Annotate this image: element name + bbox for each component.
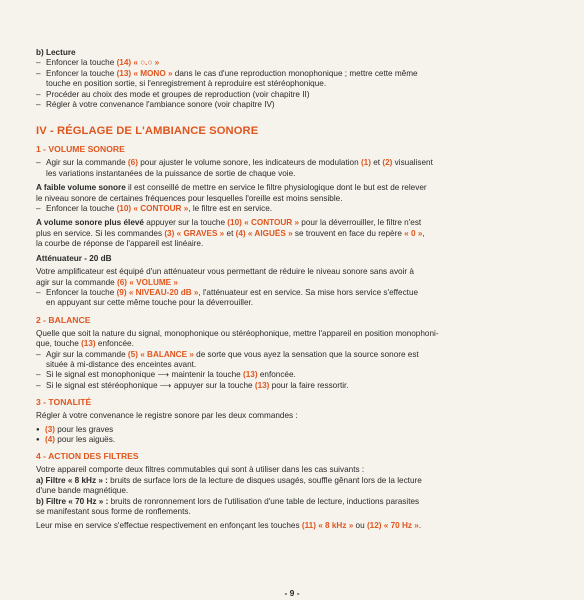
- balance-stereo: – Si le signal est stéréophonique ⟶ appuyer sur la touche (13) pour la faire ressortir.: [36, 381, 558, 391]
- filter-8khz: a) Filtre « 8 kHz » : bruits de surface lors de la lecture de disques usagés, souffle gênant lors de la lecture d'une bande magnétique.: [36, 475, 422, 496]
- manual-page: [36, 48, 558, 532]
- lecture-item-1: – Enfoncer la touche (14) « ○.○ »: [36, 58, 558, 68]
- balance-mono: – Si le signal est monophonique ⟶ maintenir la touche (13) enfoncée.: [36, 370, 558, 380]
- attenuator-action: – Enfoncer la touche (9) « NIVEAU-20 dB », l'atténuateur est en service. Sa mise hors service s'effectue en appuyant sur cette même touche pour la déverrouiller.: [36, 288, 558, 309]
- lecture-item-3: – Procéder au choix des mode et groupes de reproduction (voir chapitre II): [36, 90, 558, 100]
- section-volume-title: 1 - VOLUME SONORE: [36, 144, 125, 155]
- page-number: - 9 -: [284, 588, 300, 598]
- arrow-right-icon: ⟶: [157, 370, 170, 380]
- volume-para-3: A volume sonore plus élevé appuyer sur la touche (10) « CONTOUR » pour la déverrouiller, le filtre n'est plus en service. Si les commandes (3) « GRAVES » et (4) « AIGUËS » se trouvent en face du repère « 0 », la courbe de réponse de l'appareil est linéaire.: [36, 218, 425, 249]
- lecture-item-2: – Enfoncer la touche (13) « MONO » dans le cas d'une reproduction monophonique ; mettre cette même touche en position sortie, si l'enregistrement à reproduire est stéréophonique.: [36, 69, 558, 90]
- section-tone-title: 3 - TONALITÉ: [36, 397, 92, 408]
- volume-para-1: – Agir sur la commande (6) pour ajuster le volume sonore, les indicateurs de modulation (1) et (2) visualisent les variations instantanées de la puissance de sortie de chaque voie.: [36, 158, 558, 179]
- chapter-title: IV - RÉGLAGE DE L'AMBIANCE SONORE: [36, 125, 259, 138]
- filters-intro: Votre appareil comporte deux filtres commutables qui sont à utiliser dans les cas suivants :: [36, 465, 365, 475]
- section-balance-title: 2 - BALANCE: [36, 314, 91, 325]
- lecture-item-4: – Régler à votre convenance l'ambiance sonore (voir chapitre IV): [36, 100, 558, 110]
- tone-para: Régler à votre convenance le registre sonore par les deux commandes :: [36, 411, 298, 421]
- filter-70hz: b) Filtre « 70 Hz » : bruits de ronronnement lors de l'utilisation d'une table de lecture, inductions parasites se manifestant sous forme de ronflements.: [36, 496, 420, 516]
- balance-para: Quelle que soit la nature du signal, monophonique ou stéréophonique, mettre l'appareil en position monophoni- que, touche (13) enfoncée.: [36, 328, 439, 349]
- lecture-heading: b) Lecture: [36, 48, 76, 57]
- filters-activation: Leur mise en service s'effectue respectivement en enfonçant les touches (11) « 8 kHz » ou (12) « 70 Hz ».: [36, 521, 422, 531]
- tone-treble-item: ● (4) pour les aiguës.: [36, 435, 558, 445]
- volume-para-2: A faible volume sonore il est conseillé de mettre en service le filtre physiologique dont le but est de relever le niveau sonore de certaines fréquences pour lesquelles l'oreille est moins sensible.: [36, 183, 427, 203]
- arrow-right-icon: ⟶: [159, 380, 172, 390]
- balance-action: – Agir sur la commande (5) « BALANCE » de sorte que vous ayez la sensation que la source sonore est située à mi-distance des enceintes avant.: [36, 350, 558, 371]
- attenuator-para: Votre amplificateur est équipé d'un atténuateur vous permettant de réduire le niveau sonore sans avoir à agir sur la commande (6) « VOLUME »: [36, 267, 414, 287]
- section-filters-title: 4 - ACTION DES FILTRES: [36, 451, 139, 462]
- attenuator-title: Atténuateur - 20 dB: [36, 253, 112, 263]
- volume-para-2-action: – Enfoncer la touche (10) « CONTOUR », le filtre est en service.: [36, 204, 558, 214]
- tone-bass-item: ● (3) pour les graves: [36, 425, 558, 435]
